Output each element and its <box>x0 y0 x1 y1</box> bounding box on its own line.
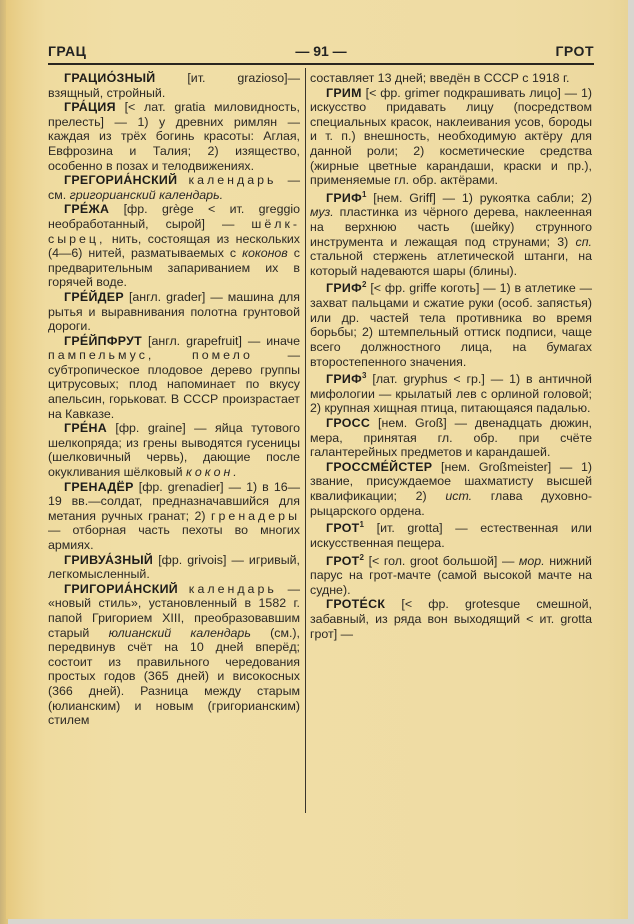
entry-grif-3 <box>310 369 592 416</box>
entry-greipfrut <box>48 334 300 422</box>
headword: ГРЕ́НА <box>64 421 107 436</box>
header-last-word: ГРОТ <box>555 43 594 59</box>
definition: — см. <box>48 173 300 202</box>
spaced-term: календарь <box>188 173 277 188</box>
headword: ГРОССМЕ́ЙСТЕР <box>326 459 433 474</box>
usage-label: ист. <box>445 489 473 503</box>
cross-reference: юлианский календарь <box>108 625 251 640</box>
definition: [ит. grotta] — естественная или искусственная пещера. <box>310 521 592 550</box>
definition: [< лат. gratia миловидность, прелесть] — 1) у древних римлян — каждая из трёх богинь красоты: Аглая, Евфрозина и Талия; 2) изящество, особенно в позах и телодвижениях. <box>48 100 300 173</box>
left-column <box>48 71 300 728</box>
headword: ГРА́ЦИЯ <box>64 100 116 115</box>
definition: стальной стержень атлетической штанги, на который надеваются шары (блины). <box>310 249 592 278</box>
entry-continuation <box>310 71 592 86</box>
entry-grot-1 <box>310 518 592 550</box>
entry-gratsiya <box>48 100 300 173</box>
entry-grossmeister <box>310 460 592 518</box>
headword: ГРИМ <box>326 85 362 100</box>
definition: [< фр. griffe коготь] — 1) в атлетике — захват пальцами и сжатие руки (особ. запястья) или др. частей тела противника во время борьбы; 2) штемпельный оттиск подписи, чаще всего должностного лица, на бумагах второстепенного значения. <box>310 281 592 369</box>
entry-greider <box>48 290 300 334</box>
spaced-term: шёлк-сырец, <box>48 216 300 246</box>
entry-grigorianskii <box>48 582 300 728</box>
usage-label: муз. <box>310 205 334 220</box>
headword: ГРИГОРИА́НСКИЙ <box>64 581 178 596</box>
homonym-number: 2 <box>361 280 367 290</box>
definition: [< фр. grimer подкрашивать лицо] — 1) искусство придавать лицу (посредством специальных красок, наклеивания усов, бороды и т. п.) внешность, необходимую актёру для данной роли; 2) косметические средства (жирные цветные карандаши, краски и пр.), применяемые гл. обр. актёрами. <box>310 85 592 188</box>
definition: составляет 13 дней; введён в СССР с 1918 г. <box>310 71 570 85</box>
definition: [фр. graine] — яйца тутового шелкопряда; из грены выводятся гусеницы (шелковичный червь), дающие после окукливания шёлковый <box>48 421 300 480</box>
page-number: — 91 — <box>295 43 347 59</box>
headword: ГРЕНАДЁР <box>64 479 134 494</box>
definition: [фр. grenadier] — 1) в 16—19 вв.—солдат, предназначавшийся для метания ручных гранат; 2) <box>48 479 300 523</box>
homonym-number: 2 <box>359 552 364 562</box>
definition: [англ. grader] — машина для рытья и выравнивания полотна грунтовой дороги. <box>48 289 300 334</box>
definition: [нем. Großmeister] — 1) звание, присуждаемое шахматисту высшей квалификации; 2) <box>310 459 592 503</box>
definition: [фр. grège < ит. greggio необработанный, сырой] — <box>48 202 300 231</box>
definition: [фр. grivois] — игривый, легкомысленный. <box>48 552 300 582</box>
cross-reference: григорианский календарь. <box>69 187 224 202</box>
cross-reference: кокон. <box>185 465 240 480</box>
spaced-term: гренадеры <box>211 508 300 523</box>
homonym-number: 1 <box>359 520 364 530</box>
entry-grim <box>310 86 592 188</box>
entry-grif-2 <box>310 278 592 369</box>
entry-grotesk <box>310 597 592 641</box>
definition: [нем. Griff] — 1) рукоятка сабли; 2) <box>373 190 592 205</box>
headword: ГРЕ́ЖА <box>64 202 110 217</box>
definition: [ит. grazioso]— взящный, стройный. <box>48 71 300 100</box>
entry-grot-2 <box>310 551 592 598</box>
entry-grenader <box>48 480 300 553</box>
definition: [лат. gryphus < гр.] — 1) в античной мифологии — крылатый лев с орлиной головой; 2) крупная хищная птица, питающаяся падалью. <box>310 372 592 416</box>
definition: [< гол. groot большой] — <box>368 553 515 568</box>
cross-reference: коконов <box>242 246 288 261</box>
definition: — отборная часть пехоты во многих армиях. <box>48 523 300 552</box>
entry-grivuaznyi <box>48 553 300 582</box>
header-first-word: ГРАЦ <box>48 43 87 59</box>
headword: ГРОТ <box>326 521 360 536</box>
definition: пластинка из чёрного дерева, наклеенная на верхнюю часть (шейку) струнного инструмента и лежащая под струнами; 3) <box>310 205 592 249</box>
spaced-term: календарь <box>188 581 277 596</box>
entry-grena <box>48 421 300 479</box>
definition: глава духовно-рыцарского ордена. <box>310 489 592 518</box>
definition: [< фр. grotesque смешной, забавный, из ряда вон выходящий < ит. grotta грот] — <box>310 597 592 641</box>
entry-gregorianskii <box>48 173 300 202</box>
homonym-number: 1 <box>361 189 367 199</box>
entry-gross <box>310 416 592 460</box>
definition: с предварительным запариванием их в горячей воде. <box>48 246 300 290</box>
headword: ГРЕ́ЙДЕР <box>64 289 124 304</box>
homonym-number: 3 <box>361 371 367 381</box>
entry-grif-1 <box>310 188 592 279</box>
spaced-term: пампельмус, помело <box>48 348 253 363</box>
headword: ГРИФ <box>326 190 362 205</box>
headword: ГРИФ <box>326 281 362 296</box>
right-column <box>310 71 592 641</box>
headword: ГРОТ <box>326 553 360 568</box>
headword: ГРЕГОРИА́НСКИЙ <box>64 173 178 188</box>
running-header <box>48 43 594 61</box>
definition: [нем. Groß] — двенадцать дюжин, мера, принятая гл. обр. при счёте галантерейных предметов и карандашей. <box>310 416 592 460</box>
headword: ГРИФ <box>326 372 362 387</box>
usage-label: мор. <box>518 553 545 568</box>
entry-grezha <box>48 202 300 290</box>
definition: [англ. grapefruit] — иначе <box>148 333 300 348</box>
headword: ГРИВУА́ЗНЫЙ <box>64 552 154 567</box>
headword: ГРОСС <box>326 416 371 431</box>
headword: ГРАЦИО́ЗНЫЙ <box>64 71 156 85</box>
definition: (см.), передвинув счёт на 10 дней вперёд; состоит из правильного чередования простых годов (365 дней) и високосных (366 дней). Разница между старым (юлианским) и новым (григорианским) стилем <box>48 625 300 728</box>
header-rule <box>48 63 594 65</box>
headword: ГРОТЕ́СК <box>326 597 386 612</box>
definition: нить, состоящая из нескольких (4—6) нитей, разматываемых с <box>48 231 300 261</box>
entry-gratsioznyi <box>48 71 300 100</box>
definition: — «новый стиль», установленный в 1582 г. папой Григорием XIII, преобразовавшим старый <box>48 581 300 640</box>
definition: — субтропическое плодовое дерево группы цитрусовых; плод напоминает по вкусу апельсин, горьковат. В СССР произрастает на Кавказе. <box>48 348 300 421</box>
usage-label: сп. <box>575 234 592 249</box>
headword: ГРЕ́ЙПФРУТ <box>64 333 143 348</box>
column-divider <box>305 68 306 813</box>
definition: нижний парус на грот-мачте (самой высокой мачте на судне). <box>310 553 592 597</box>
